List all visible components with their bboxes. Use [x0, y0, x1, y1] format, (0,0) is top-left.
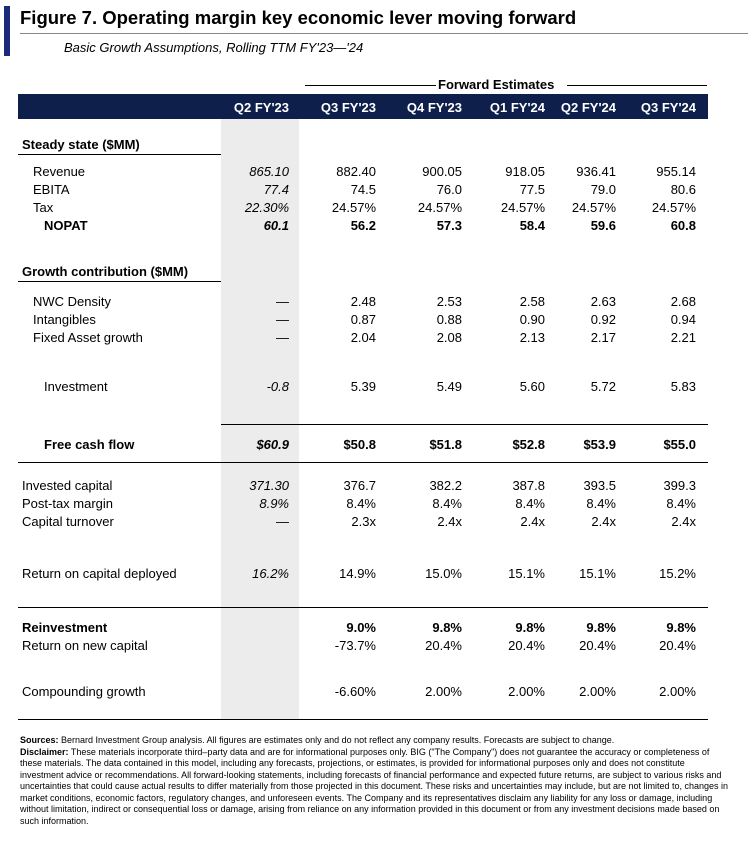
cell-compounding-q1-fy24: 2.00% — [508, 684, 545, 699]
accent-bar — [4, 6, 10, 56]
cell-fixed-asset-q2-fy23: — — [276, 330, 289, 345]
cell-capital-turnover-q1-fy24: 2.4x — [520, 514, 545, 529]
cell-nopat-q1-fy24: 58.4 — [519, 218, 545, 233]
cell-nopat-q2-fy23: 60.1 — [263, 218, 289, 233]
cell-tax-q3-fy24: 24.57% — [651, 200, 696, 215]
cell-compounding-q2-fy24: 2.00% — [579, 684, 616, 699]
row-label-nwc-density: NWC Density — [33, 294, 112, 309]
cell-nopat-q4-fy23: 57.3 — [436, 218, 462, 233]
cell-fcf-q1-fy24: $52.8 — [512, 437, 545, 452]
cell-revenue-q4-fy23: 900.05 — [422, 164, 462, 179]
sources-text: Bernard Investment Group analysis. All figures are estimates only and do not reflect any company results. Forecasts are subject to change. — [58, 735, 615, 745]
disclaimer-label: Disclaimer: — [20, 746, 69, 757]
cell-investment-q3-fy23: 5.39 — [350, 379, 376, 394]
cell-fixed-asset-q3-fy24: 2.21 — [670, 330, 696, 345]
cell-ronc-q3-fy23: -73.7% — [334, 638, 376, 653]
cell-reinvestment-q2-fy24: 9.8% — [586, 620, 616, 635]
row-label-nopat: NOPAT — [44, 218, 88, 233]
cell-capital-turnover-q4-fy23: 2.4x — [437, 514, 462, 529]
cell-intangibles-q3-fy24: 0.94 — [670, 312, 696, 327]
cell-rocd-q2-fy23: 16.2% — [252, 566, 289, 581]
cell-intangibles-q1-fy24: 0.90 — [519, 312, 545, 327]
cell-fixed-asset-q3-fy23: 2.04 — [350, 330, 376, 345]
cell-tax-q3-fy23: 24.57% — [331, 200, 376, 215]
cell-nwc-q4-fy23: 2.53 — [436, 294, 462, 309]
cell-nwc-q2-fy24: 2.63 — [590, 294, 616, 309]
cell-tax-q2-fy24: 24.57% — [571, 200, 616, 215]
cell-rocd-q3-fy24: 15.2% — [659, 566, 696, 581]
col-header-q3-fy24: Q3 FY'24 — [640, 100, 696, 115]
row-label-capital-turnover: Capital turnover — [22, 514, 114, 529]
cell-ebita-q3-fy23: 74.5 — [350, 182, 376, 197]
cell-invested-capital-q3-fy23: 376.7 — [343, 478, 376, 493]
cell-revenue-q3-fy23: 882.40 — [336, 164, 376, 179]
row-label-reinvestment: Reinvestment — [22, 620, 108, 635]
cell-invested-capital-q3-fy24: 399.3 — [663, 478, 696, 493]
cell-post-tax-margin-q1-fy24: 8.4% — [515, 496, 545, 511]
cell-revenue-q3-fy24: 955.14 — [656, 164, 696, 179]
cell-post-tax-margin-q3-fy24: 8.4% — [666, 496, 696, 511]
cell-nopat-q3-fy24: 60.8 — [670, 218, 696, 233]
cell-fcf-q3-fy24: $55.0 — [663, 437, 696, 452]
row-label-post-tax-margin: Post-tax margin — [22, 496, 114, 511]
cell-nopat-q3-fy23: 56.2 — [350, 218, 376, 233]
cell-ebita-q4-fy23: 76.0 — [436, 182, 462, 197]
cell-nwc-q1-fy24: 2.58 — [519, 294, 545, 309]
fcf-bottom-rule — [18, 462, 708, 463]
cell-rocd-q4-fy23: 15.0% — [425, 566, 462, 581]
cell-fcf-q2-fy23: $60.9 — [256, 437, 289, 452]
row-label-invested-capital: Invested capital — [22, 478, 113, 493]
title-rule — [20, 33, 748, 34]
table-bottom-rule — [18, 719, 708, 720]
forward-estimates-label: Forward Estimates — [438, 77, 555, 92]
cell-investment-q4-fy23: 5.49 — [436, 379, 462, 394]
cell-tax-q2-fy23: 22.30% — [244, 200, 289, 215]
cell-compounding-q4-fy23: 2.00% — [425, 684, 462, 699]
forward-estimates-line-left — [305, 85, 436, 86]
cell-ronc-q4-fy23: 20.4% — [425, 638, 462, 653]
col-header-q1-fy24: Q1 FY'24 — [489, 100, 545, 115]
col-header-q2-fy23: Q2 FY'23 — [233, 100, 289, 115]
cell-investment-q2-fy24: 5.72 — [590, 379, 616, 394]
cell-rocd-q3-fy23: 14.9% — [339, 566, 376, 581]
cell-fcf-q4-fy23: $51.8 — [429, 437, 462, 452]
fcf-top-rule — [221, 424, 708, 425]
cell-nopat-q2-fy24: 59.6 — [590, 218, 616, 233]
disclaimer-note — [20, 747, 730, 828]
cell-post-tax-margin-q4-fy23: 8.4% — [432, 496, 462, 511]
cell-reinvestment-q1-fy24: 9.8% — [515, 620, 545, 635]
forward-estimates-line-right — [567, 85, 707, 86]
cell-intangibles-q2-fy24: 0.92 — [590, 312, 616, 327]
cell-post-tax-margin-q3-fy23: 8.4% — [346, 496, 376, 511]
cell-ronc-q3-fy24: 20.4% — [659, 638, 696, 653]
cell-nwc-q2-fy23: — — [276, 294, 289, 309]
cell-fixed-asset-q1-fy24: 2.13 — [519, 330, 545, 345]
cell-reinvestment-q4-fy23: 9.8% — [432, 620, 462, 635]
cell-rocd-q2-fy24: 15.1% — [579, 566, 616, 581]
cell-capital-turnover-q2-fy24: 2.4x — [591, 514, 616, 529]
row-label-revenue: Revenue — [33, 164, 86, 179]
reinvestment-rule — [18, 607, 708, 608]
figure-subtitle: Basic Growth Assumptions, Rolling TTM FY'23—'24 — [64, 40, 364, 55]
cell-rocd-q1-fy24: 15.1% — [508, 566, 545, 581]
cell-fcf-q2-fy24: $53.9 — [583, 437, 616, 452]
cell-nwc-q3-fy24: 2.68 — [670, 294, 696, 309]
cell-invested-capital-q4-fy23: 382.2 — [429, 478, 462, 493]
cell-ebita-q3-fy24: 80.6 — [670, 182, 696, 197]
cell-ebita-q2-fy24: 79.0 — [590, 182, 616, 197]
section-growth-contribution: Growth contribution ($MM) — [22, 264, 189, 279]
cell-nwc-q3-fy23: 2.48 — [350, 294, 376, 309]
cell-investment-q2-fy23: -0.8 — [266, 379, 289, 394]
cell-post-tax-margin-q2-fy24: 8.4% — [586, 496, 616, 511]
row-label-investment: Investment — [44, 379, 108, 394]
figure-title: Figure 7. Operating margin key economic lever moving forward — [20, 7, 577, 28]
cell-fcf-q3-fy23: $50.8 — [343, 437, 376, 452]
cell-intangibles-q4-fy23: 0.88 — [436, 312, 462, 327]
cell-revenue-q1-fy24: 918.05 — [505, 164, 545, 179]
row-label-return-on-capital-deployed: Return on capital deployed — [22, 566, 177, 581]
row-label-ebita: EBITA — [33, 182, 70, 197]
sources-label: Sources: — [20, 735, 59, 745]
cell-fixed-asset-q4-fy23: 2.08 — [436, 330, 462, 345]
row-label-tax: Tax — [33, 200, 54, 215]
col-header-q2-fy24: Q2 FY'24 — [560, 100, 616, 115]
cell-ebita-q1-fy24: 77.5 — [519, 182, 545, 197]
row-label-free-cash-flow: Free cash flow — [44, 437, 135, 452]
cell-fixed-asset-q2-fy24: 2.17 — [590, 330, 616, 345]
sources-note — [20, 735, 730, 747]
cell-reinvestment-q3-fy24: 9.8% — [666, 620, 696, 635]
footnote — [20, 735, 730, 827]
cell-reinvestment-q3-fy23: 9.0% — [346, 620, 376, 635]
row-label-compounding-growth: Compounding growth — [22, 684, 146, 699]
cell-capital-turnover-q3-fy23: 2.3x — [351, 514, 376, 529]
cell-intangibles-q3-fy23: 0.87 — [350, 312, 376, 327]
cell-tax-q1-fy24: 24.57% — [500, 200, 545, 215]
col-header-q4-fy23: Q4 FY'23 — [406, 100, 462, 115]
cell-invested-capital-q2-fy23: 371.30 — [249, 478, 289, 493]
section-rule-steady-state — [18, 154, 221, 155]
cell-invested-capital-q2-fy24: 393.5 — [583, 478, 616, 493]
cell-intangibles-q2-fy23: — — [276, 312, 289, 327]
cell-ronc-q1-fy24: 20.4% — [508, 638, 545, 653]
cell-ronc-q2-fy24: 20.4% — [579, 638, 616, 653]
cell-revenue-q2-fy23: 865.10 — [249, 164, 289, 179]
disclaimer-text: These materials incorporate third–party data and are for informational purposes only. BIG ("The Company") does not guarantee the accuracy or completeness of these materials. The data contained in this model, including any forecasts, projections, or estimates, is provided for informational purposes only and does not constitute investment advice or recommendations. All forward-looking statements, including forecasts of financial performance and expected future returns, are subject to various risks and uncertainties that could cause actual results to differ materially from those projected in this document. These risks and uncertainties may include, but are not limited to, changes in market conditions, economic factors, regulatory changes, and unforeseen events. The Company and its representatives disclaim any liability for any loss or damage, including without limitation, indirect or consequential loss or damage, arising from reliance on any information provided in this document or from any investment decisions made based on such information. — [20, 746, 729, 826]
row-label-intangibles: Intangibles — [33, 312, 96, 327]
cell-capital-turnover-q3-fy24: 2.4x — [671, 514, 696, 529]
row-label-return-on-new-capital: Return on new capital — [22, 638, 148, 653]
cell-compounding-q3-fy24: 2.00% — [659, 684, 696, 699]
cell-investment-q3-fy24: 5.83 — [670, 379, 696, 394]
cell-ebita-q2-fy23: 77.4 — [263, 182, 289, 197]
row-label-fixed-asset-growth: Fixed Asset growth — [33, 330, 143, 345]
section-rule-growth — [18, 281, 221, 282]
cell-post-tax-margin-q2-fy23: 8.9% — [259, 496, 289, 511]
cell-invested-capital-q1-fy24: 387.8 — [512, 478, 545, 493]
cell-compounding-q3-fy23: -6.60% — [334, 684, 376, 699]
section-steady-state: Steady state ($MM) — [22, 137, 140, 152]
cell-tax-q4-fy23: 24.57% — [417, 200, 462, 215]
cell-investment-q1-fy24: 5.60 — [519, 379, 545, 394]
cell-capital-turnover-q2-fy23: — — [276, 514, 289, 529]
col-header-q3-fy23: Q3 FY'23 — [320, 100, 376, 115]
cell-revenue-q2-fy24: 936.41 — [576, 164, 616, 179]
